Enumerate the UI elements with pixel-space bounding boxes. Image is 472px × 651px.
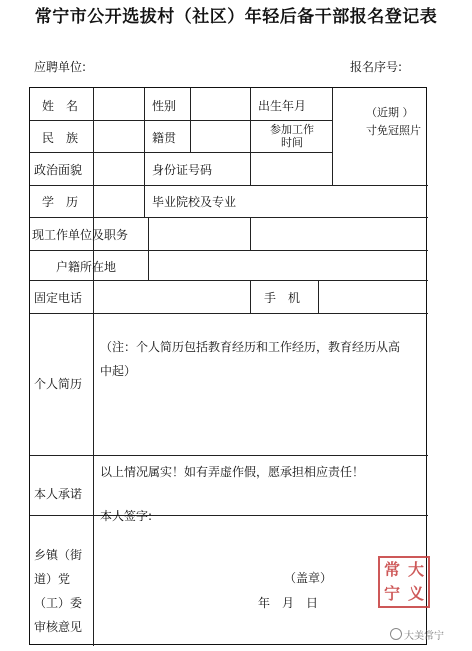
photo-placeholder-label: （近期 ）寸免冠照片 [366, 106, 421, 137]
school-major-label: 毕业院校及专业 [152, 195, 237, 209]
review-label-line1: 乡镇（街 [34, 548, 83, 562]
resume-label: 个人简历 [34, 377, 83, 391]
id-number-label: 身份证号码 [152, 163, 213, 177]
review-label-line4: 审核意见 [34, 620, 83, 634]
registration-form-table [29, 87, 427, 645]
political-status-label: 政治面貌 [34, 163, 83, 177]
ethnicity-label: 民 族 [42, 131, 79, 145]
stamp-char: 大 [407, 560, 424, 579]
serial-number-label: 报名序号: [350, 60, 403, 74]
stamp-char: 宁 [383, 584, 400, 603]
watermark-text: 大美常宁 [404, 631, 444, 642]
current-job-label: 现工作单位及职务 [32, 228, 129, 242]
seal-stamp-logo [378, 556, 430, 608]
work-start-label [252, 123, 332, 149]
form-title: 常宁市公开选拔村（社区）年轻后备干部报名登记表 [34, 7, 438, 27]
landline-label: 固定电话 [34, 291, 83, 305]
wechat-icon [390, 628, 402, 640]
applied-unit-label: 应聘单位: [34, 60, 87, 74]
review-label-line2: 道）党 [34, 572, 71, 586]
stamp-char: 常 [383, 560, 400, 579]
residence-label: 户籍所在地 [56, 260, 117, 274]
watermark [390, 627, 444, 642]
pledge-text: 以上情况属实！如有弄虚作假，愿承担相应责任！ [100, 465, 365, 479]
seal-label: （盖章） [284, 571, 333, 585]
resume-note-line1: （注：个人简历包括教育经历和工作经历，教育经历从高 [100, 340, 401, 354]
work-start-label-line2: 时间 [281, 136, 303, 149]
native-place-label: 籍贯 [152, 131, 177, 145]
work-start-label-line1: 参加工作 [270, 123, 314, 136]
gender-label: 性别 [152, 99, 177, 113]
name-label: 姓 名 [42, 99, 79, 113]
stamp-char: 义 [407, 584, 424, 603]
birth-date-label: 出生年月 [258, 99, 307, 113]
signature-label: 本人签字: [100, 509, 153, 523]
date-label: 年 月 日 [258, 596, 319, 610]
review-label-line3: （工）委 [34, 596, 83, 610]
resume-note-line2: 中起） [100, 364, 137, 378]
education-label: 学 历 [42, 195, 79, 209]
pledge-label: 本人承诺 [34, 487, 83, 501]
mobile-label: 手 机 [264, 291, 301, 305]
